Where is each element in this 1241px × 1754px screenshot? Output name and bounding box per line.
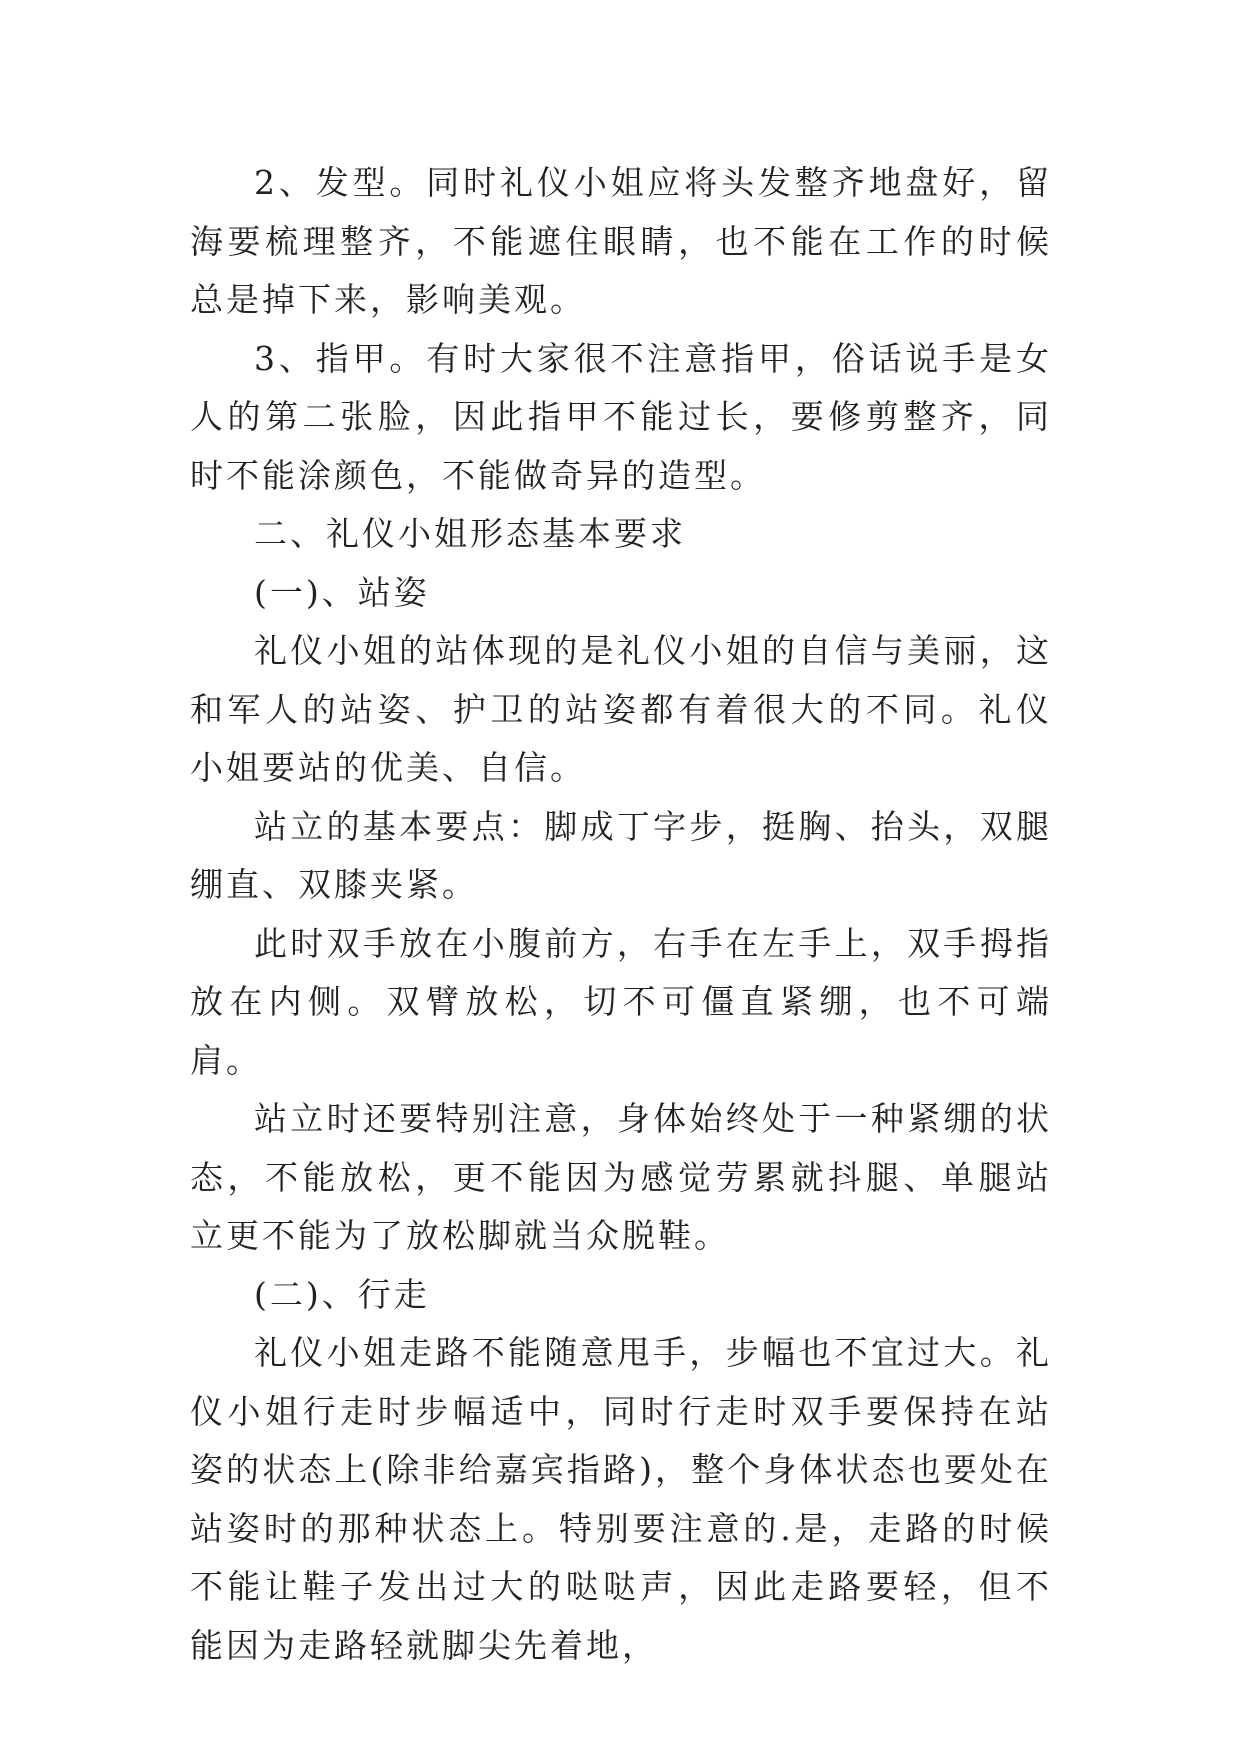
paragraph-hairstyle: 2、发型。同时礼仪小姐应将头发整齐地盘好，留海要梳理整齐，不能遮住眼睛，也不能在工作的时候总是掉下来，影响美观。 [190,163,1052,319]
paragraph-standing-points: 站立的基本要点：脚成丁字步，挺胸、抬头，双腿绷直、双膝夹紧。 [190,806,1052,904]
document-body [190,154,1052,1675]
subheading-walking: (二)、行走 [254,1274,430,1314]
section-heading-posture: 二、礼仪小姐形态基本要求 [254,514,686,553]
paragraph-hand-position: 此时双手放在小腹前方，右手在左手上，双手拇指放在内侧。双臂放松，切不可僵直紧绷，也不可端肩。 [190,923,1052,1080]
subheading-standing: (一)、站姿 [254,572,430,612]
paragraph-standing-notes: 站立时还要特别注意，身体始终处于一种紧绷的状态，不能放松，更不能因为感觉劳累就抖腿、单腿站立更不能为了放松脚就当众脱鞋。 [190,1099,1052,1255]
paragraph-nails: 3、指甲。有时大家很不注意指甲，俗话说手是女人的第二张脸，因此指甲不能过长，要修剪整齐，同时不能涂颜色，不能做奇异的造型。 [190,338,1052,495]
paragraph-standing-intro: 礼仪小姐的站体现的是礼仪小姐的自信与美丽，这和军人的站姿、护卫的站姿都有着很大的不同。礼仪小姐要站的优美、自信。 [190,631,1052,787]
paragraph-walking: 礼仪小姐走路不能随意甩手，步幅也不宜过大。礼仪小姐行走时步幅适中，同时行走时双手要保持在站姿的状态上(除非给嘉宾指路)，整个身体状态也要处在站姿时的那种状态上。特别要注意的.是，走路的时候不能让鞋子发出过大的哒哒声，因此走路要轻，但不能因为走路轻就脚尖先着地， [190,1333,1052,1665]
